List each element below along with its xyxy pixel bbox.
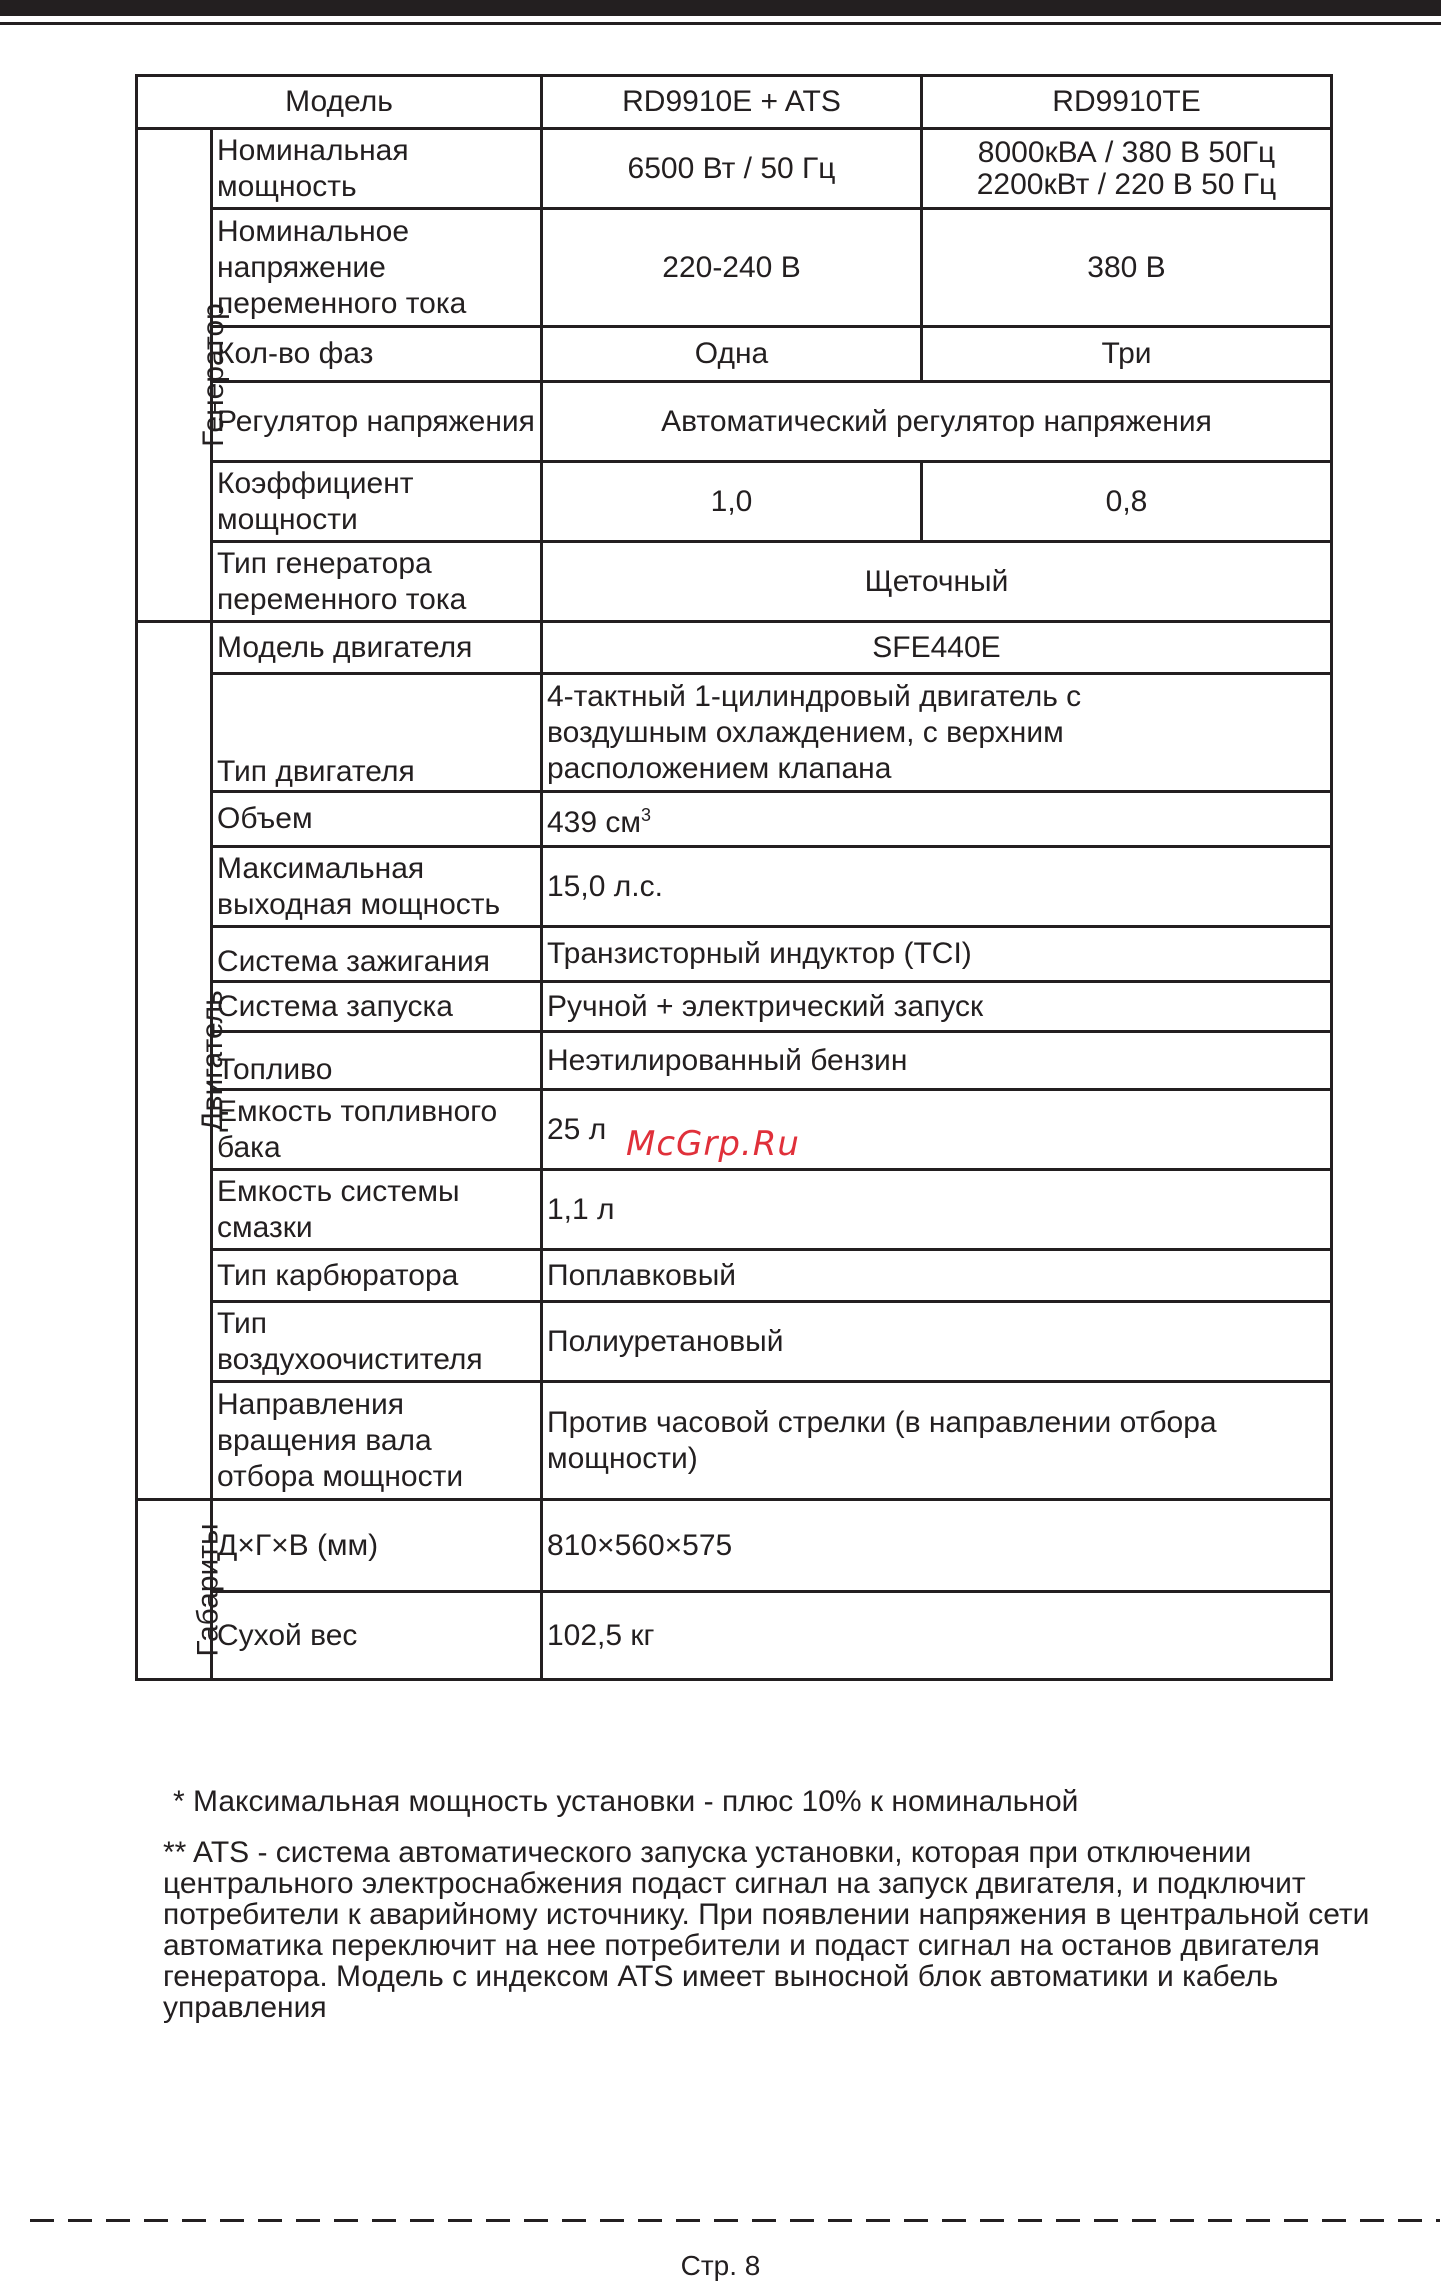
cell-value: 4-тактный 1-цилиндровый двигатель с воздушным охлаждением, с верхним расположением клапана [542, 674, 1332, 792]
table-row [137, 209, 1332, 327]
table-row [137, 1170, 1332, 1250]
group-engine: Двигатель [137, 622, 212, 1500]
row-label: Модель двигателя [212, 622, 542, 674]
row-label: Направления вращения вала отбора мощности [212, 1382, 542, 1500]
row-label: Максимальная выходная мощность [212, 847, 542, 927]
top-bar [0, 0, 1441, 16]
cell-value: Неэтилированный бензин [542, 1032, 1332, 1090]
row-label: Регулятор напряжения [212, 382, 542, 462]
table-row [137, 982, 1332, 1032]
cell-value: 1,0 [542, 462, 922, 542]
header-model: Модель [137, 76, 542, 129]
table-row [137, 622, 1332, 674]
cell-value: 380 В [922, 209, 1332, 327]
cell-value: 0,8 [922, 462, 1332, 542]
row-label: Тип генератора переменного тока [212, 542, 542, 622]
cell-value: Автоматический регулятор напряжения [542, 382, 1332, 462]
row-label: Номинальная мощность [212, 129, 542, 209]
table-row [137, 1500, 1332, 1592]
row-label: Тип воздухоочистителя [212, 1302, 542, 1382]
table-row [137, 462, 1332, 542]
row-label: Система запуска [212, 982, 542, 1032]
spec-table [135, 74, 1333, 1681]
cell-value: 25 л [542, 1090, 1332, 1170]
table-row [137, 1382, 1332, 1500]
dashed-divider [30, 2219, 1440, 2222]
row-label: Номинальное напряжение переменного тока [212, 209, 542, 327]
row-label: Емкость топливного бака [212, 1090, 542, 1170]
top-rule [0, 22, 1441, 25]
cell-value: Транзисторный индуктор (TCI) [542, 927, 1332, 982]
header-col2: RD9910TE [922, 76, 1332, 129]
page-number: Стр. 8 [680, 2250, 761, 2281]
footnotes [163, 1786, 1433, 2023]
watermark: McGrp.Ru [626, 1124, 800, 1164]
cell-value: 220-240 В [542, 209, 922, 327]
group-generator: Генератор [137, 129, 212, 622]
cell-value: Ручной + электрический запуск [542, 982, 1332, 1032]
row-label: Объем [212, 792, 542, 847]
row-label: Кол-во фаз [212, 327, 542, 382]
header-col1: RD9910E + ATS [542, 76, 922, 129]
cell-value: 102,5 кг [542, 1592, 1332, 1680]
table-row [137, 382, 1332, 462]
cell-value: 8000кВА / 380 В 50Гц 2200кВт / 220 В 50 Гц [922, 129, 1332, 209]
table-row [137, 542, 1332, 622]
row-label: Тип карбюратора [212, 1250, 542, 1302]
group-dimensions: Габариты [137, 1500, 212, 1680]
row-label: Система зажигания [212, 927, 542, 982]
cell-value: Щеточный [542, 542, 1332, 622]
table-row [137, 847, 1332, 927]
row-label: Топливо [212, 1032, 542, 1090]
row-label: Сухой вес [212, 1592, 542, 1680]
table-row [137, 1302, 1332, 1382]
table-header-row [137, 76, 1332, 129]
table-row [137, 1032, 1332, 1090]
cell-value: Одна [542, 327, 922, 382]
cell-value: 1,1 л [542, 1170, 1332, 1250]
table-row [137, 674, 1332, 792]
table-row [137, 792, 1332, 847]
cell-value: Полиуретановый [542, 1302, 1332, 1382]
cell-value: 810×560×575 [542, 1500, 1332, 1592]
row-label: Д×Г×В (мм) [212, 1500, 542, 1592]
table-row [137, 1250, 1332, 1302]
table-row [137, 129, 1332, 209]
cell-value: Три [922, 327, 1332, 382]
row-label: Коэффициент мощности [212, 462, 542, 542]
cell-value: 439 $см^3$ [542, 792, 1332, 847]
cell-value: Поплавковый [542, 1250, 1332, 1302]
row-label: Емкость системы смазки [212, 1170, 542, 1250]
row-label: Тип двигателя [212, 674, 542, 792]
cell-value: Против часовой стрелки (в направлении отбора мощности) [542, 1382, 1332, 1500]
footnote-2: ** ATS - система автоматического запуска установки, которая при отключении центрального электроснабжения подаст сигнал на запуск двигателя, и подключит потребители к аварийному источнику. При появлении напряжения в центральной сети автоматика переключит на нее потребители и подаст сигнал на останов двигателя генератора. Модель с индексом ATS имеет выносной блок автоматики и кабель управления [163, 1836, 1370, 2024]
table-row [137, 327, 1332, 382]
cell-value: SFE440E [542, 622, 1332, 674]
cell-value: 15,0 л.с. [542, 847, 1332, 927]
cell-value: 6500 Вт / 50 Гц [542, 129, 922, 209]
table-row [137, 1592, 1332, 1680]
table-row [137, 927, 1332, 982]
footnote-1: * Максимальная мощность установки - плюс 10% к номинальной [173, 1785, 1079, 1818]
